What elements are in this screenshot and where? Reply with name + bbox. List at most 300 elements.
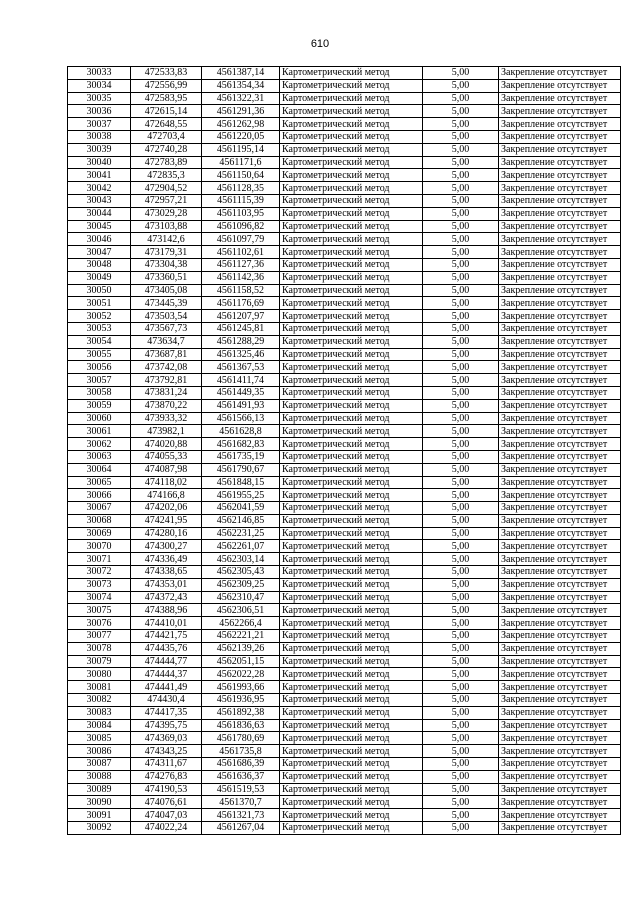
method-cell: Картометрический метод xyxy=(280,374,423,387)
x-coordinate-cell: 472835,3 xyxy=(131,169,202,182)
point-number-cell: 30058 xyxy=(68,386,131,399)
fixation-cell: Закрепление отсутствует xyxy=(499,386,621,399)
accuracy-cell: 5,00 xyxy=(423,143,499,156)
table-row xyxy=(68,386,621,399)
x-coordinate-cell: 473360,51 xyxy=(131,271,202,284)
fixation-cell: Закрепление отсутствует xyxy=(499,796,621,809)
method-cell: Картометрический метод xyxy=(280,591,423,604)
y-coordinate-cell: 4562261,07 xyxy=(202,540,280,553)
accuracy-cell: 5,00 xyxy=(423,732,499,745)
table-row xyxy=(68,425,621,438)
y-coordinate-cell: 4561176,69 xyxy=(202,297,280,310)
table-row xyxy=(68,655,621,668)
point-number-cell: 30044 xyxy=(68,207,131,220)
x-coordinate-cell: 472904,52 xyxy=(131,182,202,195)
fixation-cell: Закрепление отсутствует xyxy=(499,348,621,361)
fixation-cell: Закрепление отсутствует xyxy=(499,476,621,489)
method-cell: Картометрический метод xyxy=(280,489,423,502)
fixation-cell: Закрепление отсутствует xyxy=(499,374,621,387)
page-number: 610 xyxy=(310,38,330,50)
fixation-cell: Закрепление отсутствует xyxy=(499,399,621,412)
accuracy-cell: 5,00 xyxy=(423,374,499,387)
accuracy-cell: 5,00 xyxy=(423,92,499,105)
method-cell: Картометрический метод xyxy=(280,681,423,694)
method-cell: Картометрический метод xyxy=(280,706,423,719)
x-coordinate-cell: 474076,61 xyxy=(131,796,202,809)
fixation-cell: Закрепление отсутствует xyxy=(499,591,621,604)
table-row xyxy=(68,79,621,92)
table-row xyxy=(68,796,621,809)
x-coordinate-cell: 473179,31 xyxy=(131,246,202,259)
x-coordinate-cell: 473304,38 xyxy=(131,258,202,271)
method-cell: Картометрический метод xyxy=(280,322,423,335)
method-cell: Картометрический метод xyxy=(280,169,423,182)
table-row xyxy=(68,578,621,591)
fixation-cell: Закрепление отсутствует xyxy=(499,438,621,451)
y-coordinate-cell: 4562306,51 xyxy=(202,604,280,617)
y-coordinate-cell: 4562146,85 xyxy=(202,514,280,527)
accuracy-cell: 5,00 xyxy=(423,706,499,719)
y-coordinate-cell: 4561993,66 xyxy=(202,681,280,694)
point-number-cell: 30070 xyxy=(68,540,131,553)
accuracy-cell: 5,00 xyxy=(423,386,499,399)
table-row xyxy=(68,476,621,489)
table-row xyxy=(68,604,621,617)
x-coordinate-cell: 474430,4 xyxy=(131,694,202,707)
table-row xyxy=(68,617,621,630)
table-row xyxy=(68,348,621,361)
y-coordinate-cell: 4562303,14 xyxy=(202,553,280,566)
y-coordinate-cell: 4561519,53 xyxy=(202,783,280,796)
accuracy-cell: 5,00 xyxy=(423,361,499,374)
fixation-cell: Закрепление отсутствует xyxy=(499,412,621,425)
fixation-cell: Закрепление отсутствует xyxy=(499,297,621,310)
fixation-cell: Закрепление отсутствует xyxy=(499,67,621,80)
method-cell: Картометрический метод xyxy=(280,156,423,169)
method-cell: Картометрический метод xyxy=(280,335,423,348)
point-number-cell: 30040 xyxy=(68,156,131,169)
x-coordinate-cell: 474087,98 xyxy=(131,463,202,476)
y-coordinate-cell: 4561735,8 xyxy=(202,745,280,758)
table-row xyxy=(68,450,621,463)
accuracy-cell: 5,00 xyxy=(423,463,499,476)
method-cell: Картометрический метод xyxy=(280,207,423,220)
y-coordinate-cell: 4561354,34 xyxy=(202,79,280,92)
point-number-cell: 30038 xyxy=(68,130,131,143)
x-coordinate-cell: 473029,28 xyxy=(131,207,202,220)
point-number-cell: 30037 xyxy=(68,118,131,131)
y-coordinate-cell: 4562051,15 xyxy=(202,655,280,668)
point-number-cell: 30054 xyxy=(68,335,131,348)
x-coordinate-cell: 474417,35 xyxy=(131,706,202,719)
point-number-cell: 30069 xyxy=(68,527,131,540)
table-row xyxy=(68,706,621,719)
fixation-cell: Закрепление отсутствует xyxy=(499,463,621,476)
y-coordinate-cell: 4561220,05 xyxy=(202,130,280,143)
x-coordinate-cell: 473445,39 xyxy=(131,297,202,310)
y-coordinate-cell: 4561370,7 xyxy=(202,796,280,809)
accuracy-cell: 5,00 xyxy=(423,450,499,463)
table-row xyxy=(68,719,621,732)
table-row xyxy=(68,489,621,502)
x-coordinate-cell: 473405,08 xyxy=(131,284,202,297)
fixation-cell: Закрепление отсутствует xyxy=(499,450,621,463)
method-cell: Картометрический метод xyxy=(280,796,423,809)
table-row xyxy=(68,399,621,412)
table-row xyxy=(68,514,621,527)
coordinates-table xyxy=(67,66,621,835)
table-row xyxy=(68,809,621,822)
fixation-cell: Закрепление отсутствует xyxy=(499,335,621,348)
y-coordinate-cell: 4561195,14 xyxy=(202,143,280,156)
method-cell: Картометрический метод xyxy=(280,719,423,732)
accuracy-cell: 5,00 xyxy=(423,642,499,655)
method-cell: Картометрический метод xyxy=(280,566,423,579)
table-row xyxy=(68,732,621,745)
accuracy-cell: 5,00 xyxy=(423,258,499,271)
table-row xyxy=(68,822,621,835)
method-cell: Картометрический метод xyxy=(280,143,423,156)
x-coordinate-cell: 474353,01 xyxy=(131,578,202,591)
accuracy-cell: 5,00 xyxy=(423,489,499,502)
y-coordinate-cell: 4561836,63 xyxy=(202,719,280,732)
accuracy-cell: 5,00 xyxy=(423,182,499,195)
x-coordinate-cell: 474311,67 xyxy=(131,758,202,771)
accuracy-cell: 5,00 xyxy=(423,169,499,182)
fixation-cell: Закрепление отсутствует xyxy=(499,617,621,630)
accuracy-cell: 5,00 xyxy=(423,809,499,822)
x-coordinate-cell: 474055,33 xyxy=(131,450,202,463)
x-coordinate-cell: 473792,81 xyxy=(131,374,202,387)
x-coordinate-cell: 473503,54 xyxy=(131,310,202,323)
table-row xyxy=(68,642,621,655)
accuracy-cell: 5,00 xyxy=(423,502,499,515)
x-coordinate-cell: 474444,77 xyxy=(131,655,202,668)
point-number-cell: 30077 xyxy=(68,630,131,643)
point-number-cell: 30089 xyxy=(68,783,131,796)
fixation-cell: Закрепление отсутствует xyxy=(499,566,621,579)
x-coordinate-cell: 473982,1 xyxy=(131,425,202,438)
fixation-cell: Закрепление отсутствует xyxy=(499,719,621,732)
y-coordinate-cell: 4562305,43 xyxy=(202,566,280,579)
method-cell: Картометрический метод xyxy=(280,386,423,399)
table-row xyxy=(68,130,621,143)
x-coordinate-cell: 474410,01 xyxy=(131,617,202,630)
point-number-cell: 30092 xyxy=(68,822,131,835)
accuracy-cell: 5,00 xyxy=(423,668,499,681)
fixation-cell: Закрепление отсутствует xyxy=(499,79,621,92)
table-row xyxy=(68,783,621,796)
fixation-cell: Закрепление отсутствует xyxy=(499,322,621,335)
point-number-cell: 30086 xyxy=(68,745,131,758)
y-coordinate-cell: 4562041,59 xyxy=(202,502,280,515)
table-row xyxy=(68,502,621,515)
x-coordinate-cell: 474118,02 xyxy=(131,476,202,489)
y-coordinate-cell: 4561367,53 xyxy=(202,361,280,374)
x-coordinate-cell: 472740,28 xyxy=(131,143,202,156)
accuracy-cell: 5,00 xyxy=(423,681,499,694)
table-row xyxy=(68,566,621,579)
accuracy-cell: 5,00 xyxy=(423,578,499,591)
point-number-cell: 30066 xyxy=(68,489,131,502)
table-row xyxy=(68,105,621,118)
point-number-cell: 30060 xyxy=(68,412,131,425)
y-coordinate-cell: 4561892,38 xyxy=(202,706,280,719)
table-row xyxy=(68,258,621,271)
point-number-cell: 30056 xyxy=(68,361,131,374)
method-cell: Картометрический метод xyxy=(280,694,423,707)
method-cell: Картометрический метод xyxy=(280,271,423,284)
accuracy-cell: 5,00 xyxy=(423,514,499,527)
x-coordinate-cell: 474202,06 xyxy=(131,502,202,515)
fixation-cell: Закрепление отсутствует xyxy=(499,220,621,233)
fixation-cell: Закрепление отсутствует xyxy=(499,745,621,758)
method-cell: Картометрический метод xyxy=(280,438,423,451)
point-number-cell: 30076 xyxy=(68,617,131,630)
x-coordinate-cell: 472615,14 xyxy=(131,105,202,118)
x-coordinate-cell: 472583,95 xyxy=(131,92,202,105)
y-coordinate-cell: 4562310,47 xyxy=(202,591,280,604)
fixation-cell: Закрепление отсутствует xyxy=(499,642,621,655)
fixation-cell: Закрепление отсутствует xyxy=(499,822,621,835)
x-coordinate-cell: 474047,03 xyxy=(131,809,202,822)
y-coordinate-cell: 4561790,67 xyxy=(202,463,280,476)
y-coordinate-cell: 4561158,52 xyxy=(202,284,280,297)
fixation-cell: Закрепление отсутствует xyxy=(499,233,621,246)
x-coordinate-cell: 473634,7 xyxy=(131,335,202,348)
y-coordinate-cell: 4561102,61 xyxy=(202,246,280,259)
accuracy-cell: 5,00 xyxy=(423,770,499,783)
table-row xyxy=(68,668,621,681)
accuracy-cell: 5,00 xyxy=(423,156,499,169)
point-number-cell: 30036 xyxy=(68,105,131,118)
point-number-cell: 30078 xyxy=(68,642,131,655)
y-coordinate-cell: 4561325,46 xyxy=(202,348,280,361)
accuracy-cell: 5,00 xyxy=(423,310,499,323)
fixation-cell: Закрепление отсутствует xyxy=(499,809,621,822)
method-cell: Картометрический метод xyxy=(280,604,423,617)
method-cell: Картометрический метод xyxy=(280,514,423,527)
table-row xyxy=(68,540,621,553)
table-row xyxy=(68,438,621,451)
fixation-cell: Закрепление отсутствует xyxy=(499,681,621,694)
fixation-cell: Закрепление отсутствует xyxy=(499,694,621,707)
table-row xyxy=(68,284,621,297)
method-cell: Картометрический метод xyxy=(280,642,423,655)
point-number-cell: 30081 xyxy=(68,681,131,694)
table-row xyxy=(68,233,621,246)
table-row xyxy=(68,770,621,783)
table-row xyxy=(68,310,621,323)
accuracy-cell: 5,00 xyxy=(423,822,499,835)
table-row xyxy=(68,169,621,182)
x-coordinate-cell: 473103,88 xyxy=(131,220,202,233)
method-cell: Картометрический метод xyxy=(280,425,423,438)
point-number-cell: 30046 xyxy=(68,233,131,246)
y-coordinate-cell: 4561780,69 xyxy=(202,732,280,745)
x-coordinate-cell: 473567,73 xyxy=(131,322,202,335)
y-coordinate-cell: 4561686,39 xyxy=(202,758,280,771)
accuracy-cell: 5,00 xyxy=(423,425,499,438)
y-coordinate-cell: 4561128,35 xyxy=(202,182,280,195)
point-number-cell: 30064 xyxy=(68,463,131,476)
accuracy-cell: 5,00 xyxy=(423,233,499,246)
table-row xyxy=(68,745,621,758)
accuracy-cell: 5,00 xyxy=(423,399,499,412)
table-row xyxy=(68,361,621,374)
x-coordinate-cell: 474343,25 xyxy=(131,745,202,758)
point-number-cell: 30057 xyxy=(68,374,131,387)
point-number-cell: 30045 xyxy=(68,220,131,233)
y-coordinate-cell: 4561321,73 xyxy=(202,809,280,822)
point-number-cell: 30049 xyxy=(68,271,131,284)
method-cell: Картометрический метод xyxy=(280,182,423,195)
x-coordinate-cell: 474372,43 xyxy=(131,591,202,604)
point-number-cell: 30047 xyxy=(68,246,131,259)
fixation-cell: Закрепление отсутствует xyxy=(499,361,621,374)
point-number-cell: 30035 xyxy=(68,92,131,105)
point-number-cell: 30043 xyxy=(68,194,131,207)
fixation-cell: Закрепление отсутствует xyxy=(499,758,621,771)
y-coordinate-cell: 4561127,36 xyxy=(202,258,280,271)
method-cell: Картометрический метод xyxy=(280,67,423,80)
x-coordinate-cell: 472703,4 xyxy=(131,130,202,143)
method-cell: Картометрический метод xyxy=(280,758,423,771)
fixation-cell: Закрепление отсутствует xyxy=(499,489,621,502)
x-coordinate-cell: 474276,83 xyxy=(131,770,202,783)
y-coordinate-cell: 4561491,93 xyxy=(202,399,280,412)
accuracy-cell: 5,00 xyxy=(423,476,499,489)
fixation-cell: Закрепление отсутствует xyxy=(499,527,621,540)
x-coordinate-cell: 474336,49 xyxy=(131,553,202,566)
point-number-cell: 30091 xyxy=(68,809,131,822)
accuracy-cell: 5,00 xyxy=(423,630,499,643)
fixation-cell: Закрепление отсутствует xyxy=(499,105,621,118)
x-coordinate-cell: 474241,95 xyxy=(131,514,202,527)
method-cell: Картометрический метод xyxy=(280,233,423,246)
method-cell: Картометрический метод xyxy=(280,399,423,412)
point-number-cell: 30065 xyxy=(68,476,131,489)
accuracy-cell: 5,00 xyxy=(423,105,499,118)
accuracy-cell: 5,00 xyxy=(423,67,499,80)
point-number-cell: 30073 xyxy=(68,578,131,591)
fixation-cell: Закрепление отсутствует xyxy=(499,540,621,553)
x-coordinate-cell: 474444,37 xyxy=(131,668,202,681)
x-coordinate-cell: 474166,8 xyxy=(131,489,202,502)
accuracy-cell: 5,00 xyxy=(423,220,499,233)
point-number-cell: 30061 xyxy=(68,425,131,438)
fixation-cell: Закрепление отсутствует xyxy=(499,668,621,681)
table-row xyxy=(68,156,621,169)
table-row xyxy=(68,322,621,335)
method-cell: Картометрический метод xyxy=(280,745,423,758)
accuracy-cell: 5,00 xyxy=(423,758,499,771)
fixation-cell: Закрепление отсутствует xyxy=(499,514,621,527)
method-cell: Картометрический метод xyxy=(280,130,423,143)
table-row xyxy=(68,118,621,131)
method-cell: Картометрический метод xyxy=(280,412,423,425)
method-cell: Картометрический метод xyxy=(280,450,423,463)
table-row xyxy=(68,681,621,694)
table-row xyxy=(68,246,621,259)
method-cell: Картометрический метод xyxy=(280,297,423,310)
fixation-cell: Закрепление отсутствует xyxy=(499,182,621,195)
accuracy-cell: 5,00 xyxy=(423,348,499,361)
method-cell: Картометрический метод xyxy=(280,783,423,796)
point-number-cell: 30088 xyxy=(68,770,131,783)
fixation-cell: Закрепление отсутствует xyxy=(499,143,621,156)
method-cell: Картометрический метод xyxy=(280,463,423,476)
point-number-cell: 30087 xyxy=(68,758,131,771)
x-coordinate-cell: 472783,89 xyxy=(131,156,202,169)
table-row xyxy=(68,412,621,425)
y-coordinate-cell: 4561566,13 xyxy=(202,412,280,425)
point-number-cell: 30042 xyxy=(68,182,131,195)
x-coordinate-cell: 474280,16 xyxy=(131,527,202,540)
method-cell: Картометрический метод xyxy=(280,553,423,566)
point-number-cell: 30055 xyxy=(68,348,131,361)
point-number-cell: 30074 xyxy=(68,591,131,604)
method-cell: Картометрический метод xyxy=(280,105,423,118)
accuracy-cell: 5,00 xyxy=(423,322,499,335)
accuracy-cell: 5,00 xyxy=(423,655,499,668)
point-number-cell: 30080 xyxy=(68,668,131,681)
table-row xyxy=(68,207,621,220)
y-coordinate-cell: 4562266,4 xyxy=(202,617,280,630)
method-cell: Картометрический метод xyxy=(280,348,423,361)
x-coordinate-cell: 474421,75 xyxy=(131,630,202,643)
coordinates-table-body xyxy=(68,67,621,835)
accuracy-cell: 5,00 xyxy=(423,540,499,553)
fixation-cell: Закрепление отсутствует xyxy=(499,706,621,719)
x-coordinate-cell: 473870,22 xyxy=(131,399,202,412)
x-coordinate-cell: 474020,88 xyxy=(131,438,202,451)
accuracy-cell: 5,00 xyxy=(423,297,499,310)
table-row xyxy=(68,527,621,540)
method-cell: Картометрический метод xyxy=(280,655,423,668)
y-coordinate-cell: 4561288,29 xyxy=(202,335,280,348)
accuracy-cell: 5,00 xyxy=(423,694,499,707)
accuracy-cell: 5,00 xyxy=(423,194,499,207)
method-cell: Картометрический метод xyxy=(280,502,423,515)
y-coordinate-cell: 4561096,82 xyxy=(202,220,280,233)
y-coordinate-cell: 4562139,26 xyxy=(202,642,280,655)
fixation-cell: Закрепление отсутствует xyxy=(499,169,621,182)
point-number-cell: 30075 xyxy=(68,604,131,617)
x-coordinate-cell: 473831,24 xyxy=(131,386,202,399)
accuracy-cell: 5,00 xyxy=(423,284,499,297)
y-coordinate-cell: 4561682,83 xyxy=(202,438,280,451)
x-coordinate-cell: 472556,99 xyxy=(131,79,202,92)
method-cell: Картометрический метод xyxy=(280,527,423,540)
y-coordinate-cell: 4561628,8 xyxy=(202,425,280,438)
table-row xyxy=(68,694,621,707)
fixation-cell: Закрепление отсутствует xyxy=(499,207,621,220)
accuracy-cell: 5,00 xyxy=(423,527,499,540)
accuracy-cell: 5,00 xyxy=(423,591,499,604)
fixation-cell: Закрепление отсутствует xyxy=(499,92,621,105)
method-cell: Картометрический метод xyxy=(280,617,423,630)
fixation-cell: Закрепление отсутствует xyxy=(499,425,621,438)
table-row xyxy=(68,297,621,310)
fixation-cell: Закрепление отсутствует xyxy=(499,246,621,259)
y-coordinate-cell: 4562221,21 xyxy=(202,630,280,643)
x-coordinate-cell: 473742,08 xyxy=(131,361,202,374)
fixation-cell: Закрепление отсутствует xyxy=(499,578,621,591)
table-row xyxy=(68,758,621,771)
fixation-cell: Закрепление отсутствует xyxy=(499,118,621,131)
fixation-cell: Закрепление отсутствует xyxy=(499,655,621,668)
